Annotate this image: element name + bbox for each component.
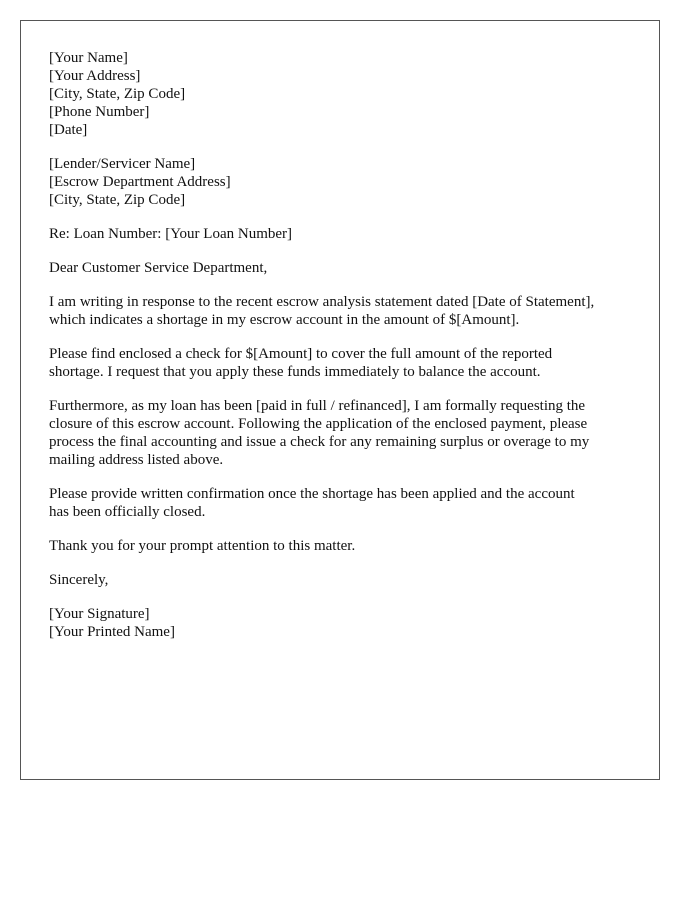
paragraph — [49, 293, 644, 329]
signature-line: [Your Signature] — [49, 606, 150, 622]
recipient-block — [49, 155, 644, 209]
printed-name: [Your Printed Name] — [49, 624, 175, 640]
paragraph-line: Please provide written confirmation once the shortage has been applied and the account — [49, 486, 575, 502]
recipient-name: [Lender/Servicer Name] — [49, 156, 196, 172]
paragraph — [49, 397, 644, 469]
letter-date: [Date] — [49, 122, 88, 138]
signature-block — [49, 605, 644, 641]
letter-frame — [20, 20, 660, 780]
sender-name: [Your Name] — [49, 50, 128, 66]
closing: Sincerely, — [49, 572, 109, 588]
paragraph-line: which indicates a shortage in my escrow account in the amount of $[Amount]. — [49, 312, 520, 328]
sender-address: [Your Address] — [49, 68, 141, 84]
salutation: Dear Customer Service Department, — [49, 260, 268, 276]
paragraph-line: closure of this escrow account. Following the application of the enclosed payment, please — [49, 416, 588, 432]
paragraph — [49, 485, 644, 521]
sender-phone: [Phone Number] — [49, 104, 150, 120]
letter-body — [49, 49, 644, 657]
letter-paragraphs — [49, 293, 644, 555]
recipient-address: [Escrow Department Address] — [49, 174, 231, 190]
paragraph-line: process the final accounting and issue a check for any remaining surplus or overage to my — [49, 434, 590, 450]
paragraph — [49, 537, 644, 555]
paragraph-line: shortage. I request that you apply these funds immediately to balance the account. — [49, 364, 541, 380]
paragraph-line: Furthermore, as my loan has been [paid in full / refinanced], I am formally requesting the — [49, 398, 586, 414]
subject-line: Re: Loan Number: [Your Loan Number] — [49, 226, 293, 242]
sender-city-state-zip: [City, State, Zip Code] — [49, 86, 186, 102]
paragraph-line: Thank you for your prompt attention to this matter. — [49, 538, 356, 554]
sender-block — [49, 49, 644, 139]
paragraph-line: I am writing in response to the recent escrow analysis statement dated [Date of Statement], — [49, 294, 595, 310]
paragraph-line: mailing address listed above. — [49, 452, 224, 468]
paragraph — [49, 345, 644, 381]
paragraph-line: Please find enclosed a check for $[Amount] to cover the full amount of the reported — [49, 346, 553, 362]
recipient-city-state-zip: [City, State, Zip Code] — [49, 192, 186, 208]
paragraph-line: has been officially closed. — [49, 504, 206, 520]
